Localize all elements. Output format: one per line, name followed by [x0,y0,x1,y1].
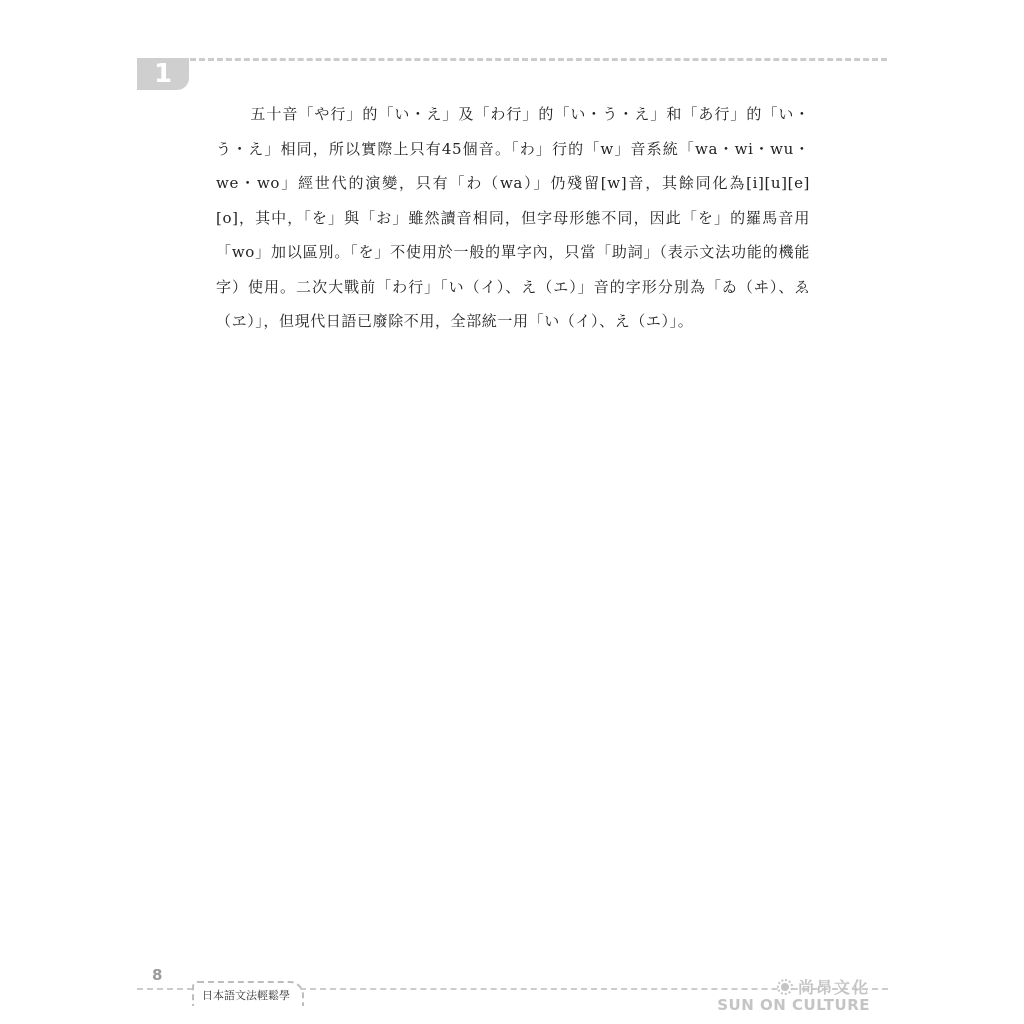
footer-dashed-rule-left [137,988,193,990]
publisher-logo [700,975,870,1014]
chapter-number: 1 [153,59,173,89]
publisher-name: 尚昂文化 [797,978,870,997]
header-dashed-rule [190,58,887,61]
publisher-english-name: SUN ON CULTURE [717,996,870,1014]
publisher-top-row [700,975,870,998]
body-paragraph [216,97,810,339]
footer-book-title: 日本語文法輕鬆學 [192,981,304,1006]
sun-icon [776,978,794,996]
body-paragraph-text: 五十音「や行」的「い・え」及「わ行」的「い・う・え」和「あ行」的「い・う・え」相同，所以實際上只有45個音。「わ」行的「w」音系統「wa・wi・wu・we・wo」經世代的演變，只有「わ（wa）」仍殘留[w]音，其餘同化為[i][u][e][o]，其中，「を」與「お」雖然讀音相同，但字母形態不同，因此「を」的羅馬音用「wo」加以區別。「を」不使用於一般的單字內，只當「助詞」（表示文法功能的機能字）使用。二次大戰前「わ行」「い（イ）、え（エ）」音的字形分別為「ゐ（ヰ）、ゑ（ヱ）」，但現代日語已廢除不用，全部統一用「い（イ）、え（エ）」。 [216,105,810,330]
chapter-number-tab [137,58,189,90]
page-number: 8 [152,966,163,984]
